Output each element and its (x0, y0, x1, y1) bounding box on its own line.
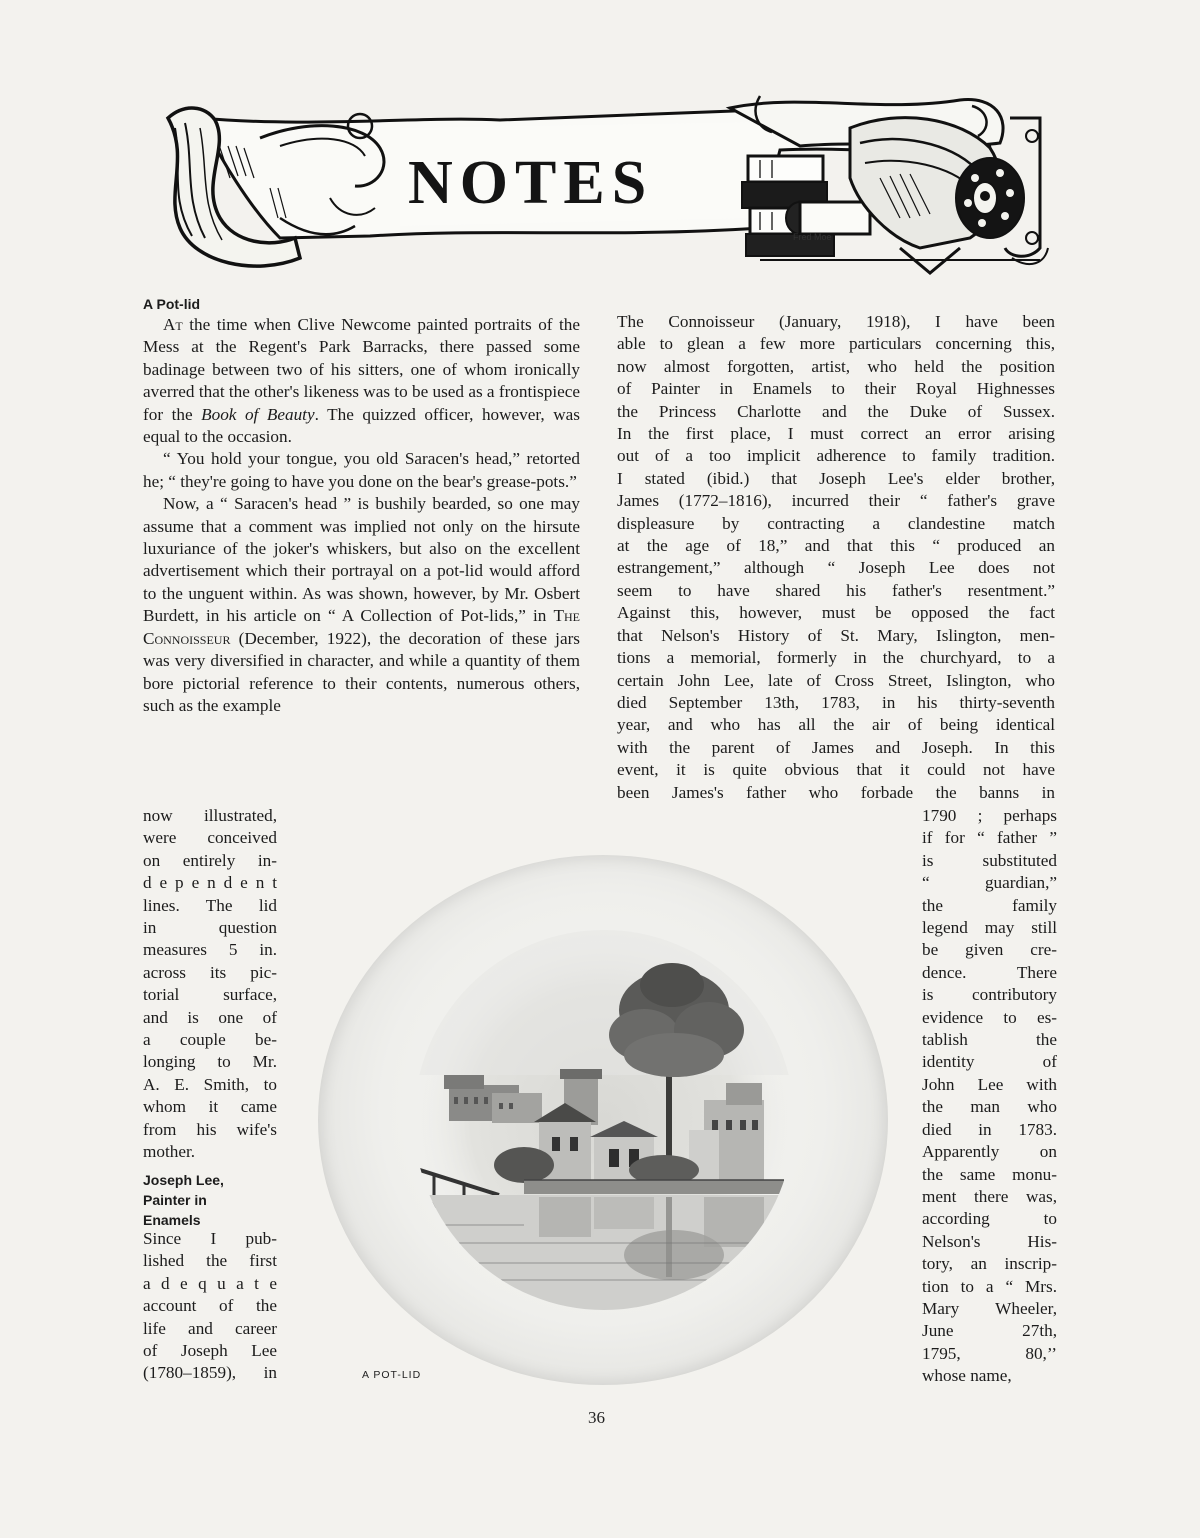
text-line: that Nelson's History of St. Mary, Islington, men- (617, 625, 1055, 645)
page-number: 36 (588, 1408, 605, 1427)
pot-lid-plate (318, 855, 888, 1385)
joseph-lee-right-column (617, 311, 1055, 804)
text-line: of Joseph Lee (143, 1341, 277, 1361)
text-line: identity of (922, 1052, 1057, 1072)
text-line: June 27th, (922, 1321, 1057, 1341)
text-line: d e p e n d e n t (143, 873, 277, 893)
heading-line: Joseph Lee, (143, 1172, 224, 1188)
text-line: now almost forgotten, artist, who held the position (617, 356, 1055, 376)
text-line: whose name, (922, 1366, 1012, 1386)
text-line: mother. (143, 1142, 196, 1162)
text-line: seem to have shared his father's resentment.” (617, 580, 1055, 600)
text-line: a d e q u a t e (143, 1273, 277, 1293)
text-line: John Lee with (922, 1074, 1057, 1094)
paragraph (143, 493, 580, 717)
text-line: is contributory (922, 985, 1057, 1005)
text-line: James (1772–1816), incurred their “ father's grave (617, 491, 1055, 511)
pot-lid-narrow-column (143, 805, 277, 1164)
text-line: life and career (143, 1318, 277, 1338)
paragraph (143, 314, 580, 448)
text-line: I stated (ibid.) that Joseph Lee's elder brother, (617, 468, 1055, 488)
text-line: certain John Lee, late of Cross Street, Islington, who (617, 670, 1055, 690)
text-line: on entirely in- (143, 850, 277, 870)
text-line: the family (922, 895, 1057, 915)
text-line: of Painter in Enamels to their Royal Highnesses (617, 379, 1055, 399)
text-line: able to glean a few more particulars concerning this, (617, 334, 1055, 354)
figure-caption: A POT-LID (362, 1369, 422, 1381)
text-line: Mary Wheeler, (922, 1298, 1057, 1318)
text-line: The Connoisseur (January, 1918), I have been (617, 312, 1055, 331)
text-line: legend may still (922, 918, 1057, 938)
text-line: be given cre- (922, 940, 1057, 960)
text-line: died in 1783. (922, 1119, 1057, 1139)
text-line: Nelson's His- (922, 1231, 1057, 1251)
text-line: with the parent of James and Joseph. In this (617, 737, 1055, 757)
text-line: out of a too implicit adherence to family tradition. (617, 446, 1055, 466)
text-line: whom it came (143, 1097, 277, 1117)
text-line: torial surface, (143, 985, 277, 1005)
text-line: longing to Mr. (143, 1052, 277, 1072)
text-line: 1790 ; perhaps (922, 806, 1057, 825)
text-line: and is one of (143, 1007, 277, 1027)
paragraph: “ You hold your tongue, you old Saracen's head,” retorted he; “ they're going to have you done on the bear's grease-pots.” (143, 449, 580, 491)
heading-joseph-lee (143, 1170, 283, 1230)
heading-line: Painter in (143, 1192, 207, 1208)
text-line: the same monu- (922, 1164, 1057, 1184)
heading-pot-lid: A Pot-lid (143, 296, 201, 312)
text-line: 1795, 80,’’ (922, 1343, 1057, 1363)
text-line: tion to a “ Mrs. (922, 1276, 1057, 1296)
text: the time when Clive Newcome painted portraits of the Mess at the Regent's Park Barracks, there passed some badinage between two of his sitters, one of whom ironically averred that the other's likeness was to be used as a frontispiece for the (143, 315, 580, 424)
text-line: A. E. Smith, to (143, 1074, 277, 1094)
drop-word: At (163, 315, 183, 334)
text-line: were conceived (143, 828, 277, 848)
banner-title: NOTES (408, 149, 654, 217)
text-line: year, and who has all the air of being identical (617, 715, 1055, 735)
text-line: dence. There (922, 962, 1057, 982)
text-line: according to (922, 1209, 1057, 1229)
text: (December, 1922), the decoration of these jars was very diversified in character, and while a quantity of them bore pictorial reference to their contents, numerous others, such as the example (143, 628, 580, 715)
text-line: been James's father who forbade the banns in (617, 782, 1055, 802)
text-line: if for “ father ” (922, 828, 1057, 848)
text-line: the man who (922, 1097, 1057, 1117)
text-line: a couple be- (143, 1030, 277, 1050)
text-line: tions a memorial, formerly in the churchyard, to a (617, 648, 1055, 668)
text-line: lines. The lid (143, 895, 277, 915)
text-line: In the first place, I must correct an error arising (617, 424, 1055, 444)
text-line: at the age of 18,” and that this “ produced an (617, 536, 1055, 556)
text-line: now illustrated, (143, 806, 277, 825)
article-pot-lid (143, 294, 580, 717)
text-line: is substituted (922, 850, 1057, 870)
joseph-lee-right-narrow-column (922, 805, 1057, 1388)
text: . The quizzed officer, however, was equal to the occasion. (143, 404, 580, 447)
text-line: in question (143, 918, 277, 938)
pot-lid-scene-illustration (404, 925, 804, 1315)
text-line: ment there was, (922, 1186, 1057, 1206)
text-line: displeasure by contracting a clandestine match (617, 513, 1055, 533)
text-line: died September 13th, 1783, in his thirty-seventh (617, 692, 1055, 712)
text-line: lished the first (143, 1251, 277, 1271)
text-line: evidence to es- (922, 1007, 1057, 1027)
text-line: Against this, however, must be opposed the fact (617, 603, 1055, 623)
text-line: measures 5 in. (143, 940, 277, 960)
text-line: the Princess Charlotte and the Duke of Sussex. (617, 401, 1055, 421)
text-line: tory, an inscrip- (922, 1254, 1057, 1274)
text-line: across its pic- (143, 962, 277, 982)
artist-signature: Fred Moe (793, 232, 832, 242)
text-line: account of the (143, 1296, 277, 1316)
text-line: Since I pub- (143, 1229, 277, 1248)
text-line: estrangement,” although “ Joseph Lee does not (617, 558, 1055, 578)
text-line: (1780–1859), in (143, 1363, 277, 1383)
text-line: “ guardian,” (922, 873, 1057, 893)
joseph-lee-narrow-column (143, 1228, 277, 1385)
magazine-name: The Connoisseur (143, 606, 580, 648)
text: Now, a “ Saracen's head ” is bushily bearded, so one may assume that a comment was implied not only on the hirsute luxuriance of the joker's whiskers, but also on the excellent advertisement which their portrayal on a pot-lid would afford to the unguent within. As was shown, however, by Mr. Osbert Burdett, in his article on “ A Collection of Pot-lids,” in (143, 494, 580, 626)
heading-line: Enamels (143, 1212, 201, 1228)
text-line: Apparently on (922, 1142, 1057, 1162)
text-line: tablish the (922, 1030, 1057, 1050)
text-line: event, it is quite obvious that it could not have (617, 760, 1055, 780)
text-line: from his wife's (143, 1119, 277, 1139)
italic-title: Book of Beauty (201, 404, 315, 424)
